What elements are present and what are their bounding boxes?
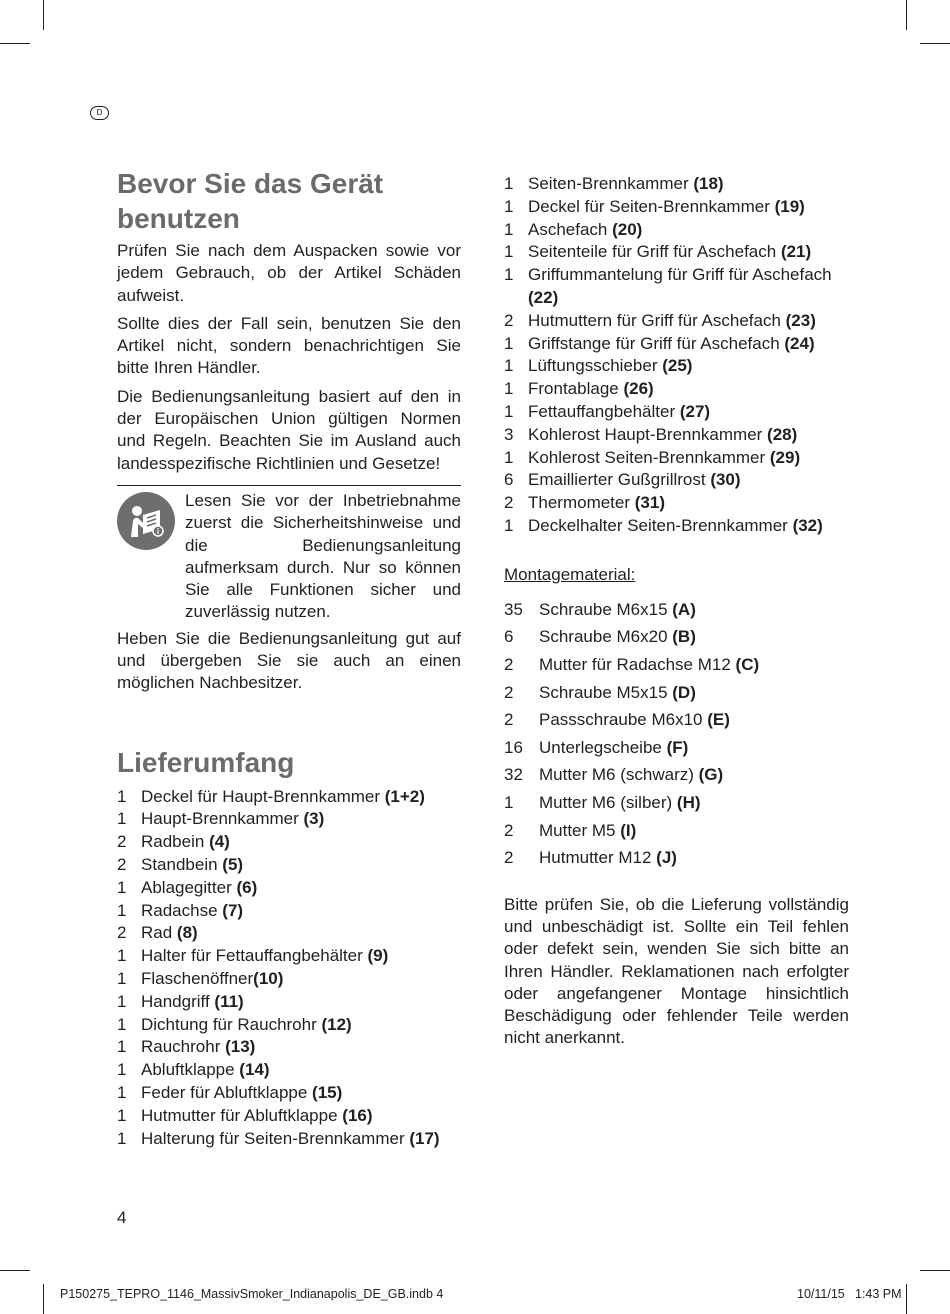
item-reference: (22) [528, 287, 559, 307]
crop-mark [920, 43, 950, 44]
paragraph-damage: Sollte dies der Fall sein, benutzen Sie den Artikel nicht, sondern benachrichtigen Sie bitte Ihren Händler. [117, 313, 461, 378]
list-item [117, 1082, 461, 1105]
item-quantity: 1 [504, 196, 514, 216]
item-reference: (7) [222, 900, 244, 920]
item-text: Deckelhalter Seiten-Brennkammer [528, 515, 793, 535]
paragraph-inspect: Prüfen Sie nach dem Auspacken sowie vor jedem Gebrauch, ob der Artikel Schäden aufweist. [117, 241, 461, 305]
left-column [117, 166, 461, 1150]
item-reference: (3) [303, 809, 325, 829]
item-reference: (15) [312, 1083, 343, 1102]
list-item [504, 596, 849, 624]
paragraph-complaints: Bitte prüfen Sie, ob die Lieferung vollständig und unbeschädigt ist. Sollte ein Teil fehlen oder defekt sein, wenden Sie sich bitte an Ihren Händler. Reklamationen nach erfolgter oder angefangener Montage hinsichtlich Beschädigung oder fehlender Teile werden nicht anerkannt. [504, 894, 849, 1048]
list-item [117, 1105, 461, 1128]
list-item [117, 1128, 461, 1151]
section-heading-scope-of-delivery: Lieferumfang [117, 746, 295, 778]
item-text: Rad [141, 923, 177, 943]
item-description [528, 515, 823, 538]
item-reference: (C) [735, 654, 760, 674]
item-reference: (A) [672, 599, 696, 619]
item-text: Hutmuttern für Griff für Aschefach [528, 310, 786, 330]
item-text: Feder für Abluftklappe [141, 1083, 313, 1102]
item-text: Mutter M6 (schwarz) [539, 765, 699, 785]
list-item [117, 1036, 461, 1059]
item-description [539, 679, 696, 707]
item-quantity: 1 [117, 809, 127, 829]
item-description [528, 173, 724, 196]
item-text: Passschraube M6x10 [539, 710, 708, 730]
list-item [504, 264, 849, 310]
item-quantity: 1 [117, 1014, 127, 1034]
item-description [141, 900, 243, 923]
item-description [141, 1036, 255, 1059]
item-reference: (25) [662, 356, 693, 376]
item-reference: (24) [784, 333, 815, 353]
list-item [504, 378, 849, 401]
item-description [539, 734, 688, 762]
item-text: Rauchrohr [141, 1037, 226, 1057]
item-quantity: 1 [504, 515, 514, 535]
item-quantity: 2 [504, 310, 514, 330]
item-quantity: 2 [504, 848, 514, 868]
item-reference: (31) [634, 493, 665, 513]
list-item [117, 831, 461, 854]
item-reference: (32) [792, 515, 823, 535]
item-reference: (21) [780, 242, 812, 262]
item-description [528, 241, 811, 264]
item-text: Griffummantelung für Griff für Aschefach [528, 265, 832, 285]
list-item [117, 1014, 461, 1037]
item-quantity: 32 [504, 765, 523, 785]
list-item [504, 173, 849, 196]
item-description [539, 623, 696, 651]
list-item [504, 424, 849, 447]
list-item [117, 854, 461, 877]
item-text: Flaschenöffner [141, 969, 254, 989]
item-description [141, 877, 257, 900]
item-reference: (9) [367, 946, 389, 966]
item-description [141, 991, 244, 1014]
item-description [141, 968, 283, 991]
item-description [528, 424, 797, 447]
item-text: Mutter M6 (silber) [539, 792, 677, 812]
item-description [528, 378, 654, 401]
list-item [117, 900, 461, 923]
read-manual-notice [117, 490, 461, 624]
item-description [141, 786, 425, 809]
item-description [141, 1128, 440, 1151]
item-description [141, 1105, 373, 1128]
list-item [504, 817, 849, 845]
read-manual-icon [117, 492, 175, 550]
item-description [141, 1059, 270, 1082]
item-quantity: 1 [117, 1037, 127, 1057]
item-quantity: 1 [504, 333, 514, 353]
item-reference: (28) [767, 424, 798, 444]
list-item [504, 706, 849, 734]
item-text: Schraube M5x15 [539, 682, 673, 702]
item-description [141, 808, 324, 831]
item-text: Hutmutter für Abluftklappe [141, 1105, 343, 1125]
item-reference: (5) [222, 855, 244, 875]
list-item [504, 196, 849, 219]
item-reference: (30) [710, 470, 741, 490]
item-text: Deckel für Haupt-Brennkammer [141, 786, 385, 806]
item-text: Halterung für Seiten-Brennkammer [141, 1128, 410, 1148]
item-reference: (G) [698, 765, 724, 785]
item-quantity: 2 [504, 710, 514, 730]
item-quantity: 1 [504, 447, 514, 467]
list-item [504, 789, 849, 817]
item-text: Lüftungsschieber [528, 356, 663, 376]
list-item [504, 679, 849, 707]
section-heading-before-use: Bevor Sie das Gerät benutzen [117, 168, 384, 234]
item-reference: (10) [253, 969, 284, 989]
list-item [117, 922, 461, 945]
item-quantity: 6 [504, 470, 514, 490]
item-reference: (18) [693, 174, 724, 193]
item-quantity: 1 [504, 401, 514, 421]
item-reference: (I) [620, 820, 637, 840]
item-quantity: 2 [504, 820, 514, 840]
item-description [141, 854, 243, 877]
item-text: Kohlerost Haupt-Brennkammer [528, 424, 768, 444]
item-reference: (23) [785, 310, 816, 330]
item-reference: (11) [214, 991, 244, 1011]
item-text: Seiten-Brennkammer [528, 174, 694, 193]
item-description [539, 844, 677, 872]
item-description [539, 789, 701, 817]
item-quantity: 1 [117, 786, 127, 806]
footer-date: 10/11/15 [797, 1287, 845, 1301]
item-description [141, 1082, 342, 1105]
read-manual-text: Lesen Sie vor der Inbetriebnahme zuerst die Sicherheitshinweise und die Bedienungsanleitung aufmerksam durch. Nur so können Sie alle Funktionen sicher und zuverlässig nutzen. [185, 490, 461, 622]
item-text: Hutmutter M12 [539, 848, 657, 868]
item-text: Frontablage [528, 379, 624, 399]
delivery-list-right [504, 173, 849, 538]
list-item [504, 734, 849, 762]
assembly-material-heading: Montagematerial: [504, 564, 636, 584]
item-description [528, 333, 815, 356]
item-description [539, 651, 759, 679]
crop-mark [906, 1284, 907, 1314]
item-text: Deckel für Seiten-Brennkammer [528, 196, 775, 216]
item-quantity: 1 [117, 969, 127, 989]
list-item [117, 991, 461, 1014]
list-item [504, 241, 849, 264]
item-description [528, 401, 710, 424]
item-quantity: 1 [117, 1083, 127, 1102]
item-quantity: 6 [504, 627, 514, 647]
item-quantity: 2 [117, 832, 127, 852]
item-description [528, 355, 692, 378]
list-item [117, 877, 461, 900]
item-text: Mutter für Radachse M12 [539, 654, 736, 674]
item-text: Haupt-Brennkammer [141, 809, 304, 829]
item-reference: (1+2) [384, 786, 425, 806]
item-quantity: 3 [504, 424, 514, 444]
item-text: Handgriff [141, 991, 215, 1011]
crop-mark [43, 0, 44, 30]
assembly-material-list [504, 596, 849, 872]
item-quantity: 1 [117, 900, 127, 920]
item-reference: (6) [236, 877, 258, 897]
list-item [504, 401, 849, 424]
item-reference: (J) [656, 848, 677, 868]
item-reference: (12) [321, 1014, 352, 1034]
item-text: Schraube M6x15 [539, 599, 673, 619]
item-quantity: 1 [117, 991, 127, 1011]
item-reference: (29) [769, 447, 801, 467]
item-description [141, 922, 198, 945]
item-reference: (B) [672, 627, 696, 647]
item-quantity: 2 [504, 682, 514, 702]
item-reference: (8) [176, 923, 198, 943]
list-item [117, 945, 461, 968]
item-description [539, 761, 723, 789]
item-description [528, 310, 816, 333]
item-description [141, 831, 230, 854]
paragraph-regulations: Die Bedienungsanleitung basiert auf den in der Europäischen Union gültigen Normen und Regeln. Beachten Sie im Ausland auch landesspezifische Richtlinien und Gesetze! [117, 386, 461, 473]
list-item [504, 447, 849, 470]
item-text: Radachse [141, 900, 223, 920]
item-quantity: 1 [504, 356, 514, 376]
item-description [539, 817, 636, 845]
item-quantity: 1 [117, 1060, 127, 1080]
list-item [504, 761, 849, 789]
item-description [528, 447, 800, 470]
crop-mark [0, 43, 30, 44]
item-text: Radbein [141, 832, 210, 852]
item-quantity: 1 [117, 1128, 127, 1148]
list-item [504, 651, 849, 679]
item-quantity: 1 [504, 174, 514, 193]
item-quantity: 35 [504, 599, 523, 619]
item-quantity: 1 [504, 219, 514, 239]
page-number: 4 [117, 1208, 127, 1227]
item-reference: (20) [612, 219, 643, 239]
list-item [504, 623, 849, 651]
item-text: Mutter M5 [539, 820, 621, 840]
list-item [117, 1059, 461, 1082]
list-item [504, 219, 849, 242]
item-reference: (4) [209, 832, 230, 852]
crop-mark [43, 1284, 44, 1314]
svg-text:i: i [156, 526, 160, 536]
item-reference: (D) [672, 682, 696, 702]
item-reference: (17) [409, 1128, 440, 1148]
item-text: Thermometer [528, 493, 635, 513]
item-quantity: 1 [504, 792, 514, 812]
item-quantity: 1 [117, 877, 127, 897]
item-text: Halter für Fettauffangbehälter [141, 946, 368, 966]
item-reference: (E) [707, 710, 730, 730]
footer-filename: P150275_TEPRO_1146_MassivSmoker_Indianapolis_DE_GB.indb 4 [60, 1287, 444, 1301]
delivery-list-left [117, 786, 461, 1151]
item-description [539, 596, 696, 624]
item-description [528, 196, 805, 219]
item-description [528, 469, 741, 492]
list-item [117, 786, 461, 809]
item-description [539, 706, 730, 734]
item-quantity: 2 [117, 923, 127, 943]
item-text: Fettauffangbehälter [528, 401, 680, 421]
paragraph-keep-manual: Heben Sie die Bedienungsanleitung gut auf und übergeben Sie sie auch an einen möglichen Nachbesitzer. [117, 628, 461, 693]
crop-mark [906, 0, 907, 30]
item-reference: (14) [239, 1060, 270, 1080]
item-reference: (27) [679, 401, 711, 421]
language-badge: D [90, 106, 109, 120]
item-description [528, 219, 642, 242]
list-item [504, 515, 849, 538]
item-quantity: 1 [504, 242, 514, 262]
item-quantity: 2 [504, 654, 514, 674]
item-description [528, 492, 665, 515]
list-item [504, 844, 849, 872]
list-item [504, 492, 849, 515]
item-text: Griffstange für Griff für Aschefach [528, 333, 785, 353]
item-description [528, 264, 849, 310]
list-item [504, 333, 849, 356]
list-item [504, 469, 849, 492]
item-quantity: 2 [117, 855, 127, 875]
item-reference: (16) [342, 1105, 373, 1125]
right-column [504, 173, 849, 1056]
item-reference: (F) [666, 737, 689, 757]
item-text: Ablagegitter [141, 877, 237, 897]
item-text: Abluftklappe [141, 1060, 240, 1080]
item-reference: (19) [774, 196, 805, 216]
item-text: Unterlegscheibe [539, 737, 667, 757]
item-text: Seitenteile für Griff für Aschefach [528, 242, 781, 262]
list-item [117, 808, 461, 831]
crop-mark [0, 1270, 30, 1271]
item-quantity: 1 [117, 946, 127, 966]
item-text: Schraube M6x20 [539, 627, 673, 647]
item-reference: (H) [676, 792, 701, 812]
item-quantity: 1 [504, 379, 514, 399]
item-description [141, 945, 388, 968]
item-quantity: 1 [504, 265, 514, 285]
divider [117, 485, 461, 486]
item-reference: (13) [225, 1037, 256, 1057]
item-description [141, 1014, 352, 1037]
item-text: Aschefach [528, 219, 613, 239]
item-text: Standbein [141, 855, 223, 875]
item-reference: (26) [623, 379, 654, 399]
crop-mark [920, 1270, 950, 1271]
item-quantity: 1 [117, 1105, 127, 1125]
list-item [504, 355, 849, 378]
list-item [504, 310, 849, 333]
item-quantity: 16 [504, 737, 523, 757]
list-item [117, 968, 461, 991]
footer-time: 1:43 PM [855, 1287, 902, 1301]
item-text: Kohlerost Seiten-Brennkammer [528, 447, 770, 467]
item-quantity: 2 [504, 493, 514, 513]
item-text: Dichtung für Rauchrohr [141, 1014, 322, 1034]
item-text: Emaillierter Gußgrillrost [528, 470, 711, 490]
